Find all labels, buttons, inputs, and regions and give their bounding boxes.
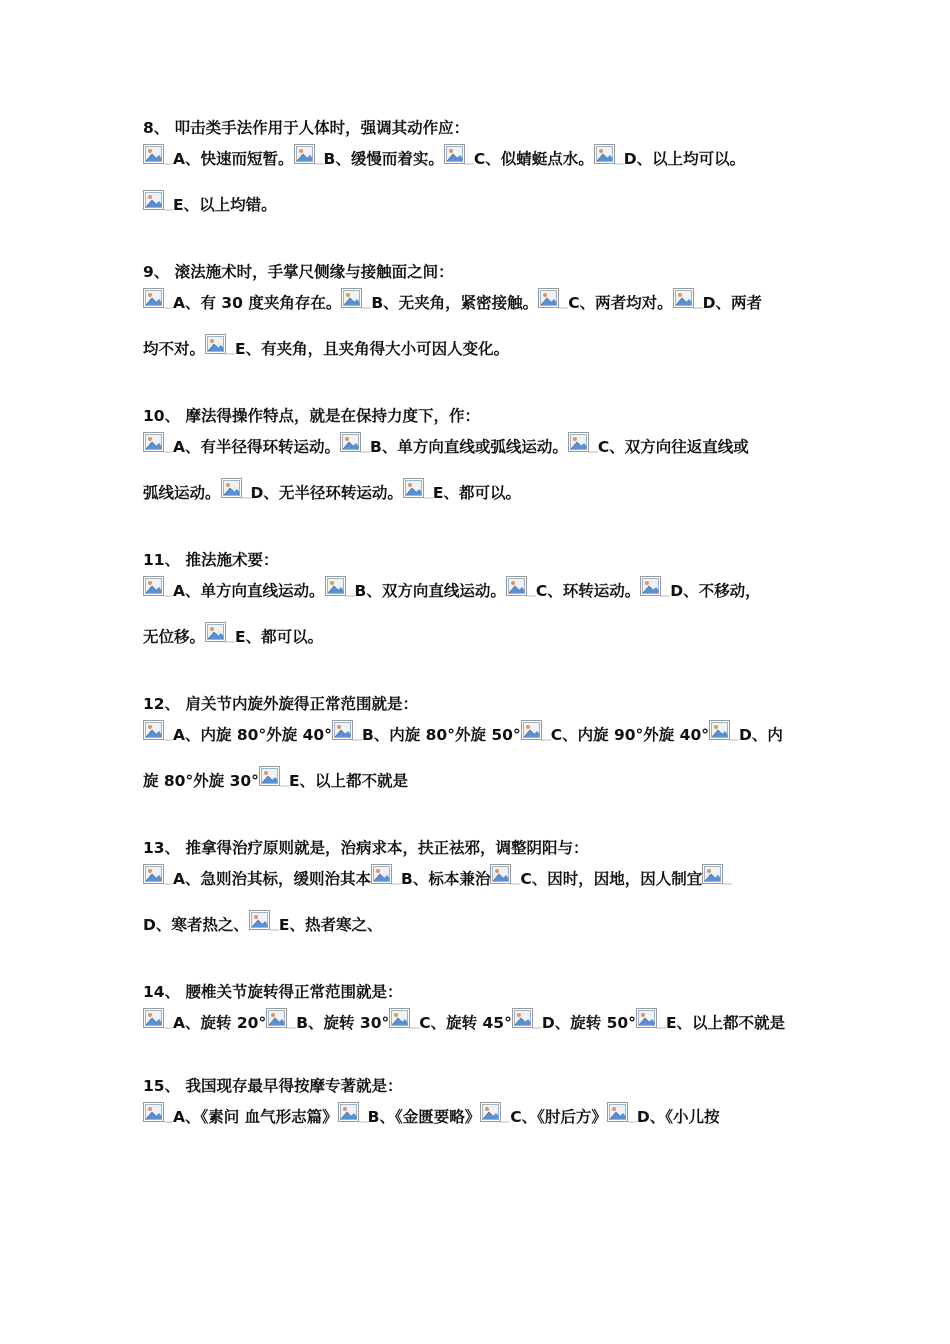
option-text: A、《素问 血气形志篇》 <box>173 1108 338 1126</box>
option-line <box>143 138 823 180</box>
option-text: A、有半径得环转运动。 <box>173 438 340 456</box>
option <box>490 870 702 888</box>
option-text: C、似蜻蜓点水。 <box>473 150 594 168</box>
option-text: D、无半径环转运动。 <box>250 484 403 502</box>
broken-image-icon <box>640 576 670 600</box>
question-title: 11、 推法施术要： <box>143 551 279 569</box>
option <box>143 916 249 934</box>
option-text: B、缓慢而着实。 <box>323 150 444 168</box>
option <box>444 150 594 168</box>
option <box>143 438 340 456</box>
broken-image-icon <box>259 766 289 790</box>
option <box>371 870 490 888</box>
option <box>332 726 521 744</box>
option <box>143 772 259 790</box>
option-line <box>143 324 823 374</box>
option <box>389 1014 512 1032</box>
broken-image-icon <box>143 1008 173 1032</box>
option-text: A、急则治其标，缓则治其本 <box>173 870 371 888</box>
option <box>538 294 672 312</box>
option-text: D、以上均可以。 <box>623 150 746 168</box>
option-line <box>143 1096 823 1138</box>
question-8 <box>143 118 823 230</box>
broken-image-icon <box>340 432 370 456</box>
option-text: D、《小儿按 <box>636 1108 720 1126</box>
option <box>205 340 509 358</box>
option <box>143 196 277 214</box>
document-page <box>143 118 823 1170</box>
broken-image-icon <box>143 1102 173 1126</box>
option-text: C、旋转 45° <box>419 1014 512 1032</box>
question-title: 10、 摩法得操作特点，就是在保持力度下，作： <box>143 407 480 425</box>
option-line <box>143 612 823 662</box>
broken-image-icon <box>221 478 251 502</box>
option <box>568 438 749 456</box>
broken-image-icon <box>594 144 624 168</box>
broken-image-icon <box>512 1008 542 1032</box>
question-options <box>143 1002 823 1044</box>
question-title: 9、 滚法施术时，手掌尺侧缘与接触面之间： <box>143 263 454 281</box>
question-10 <box>143 406 823 518</box>
option-text: A、内旋 80°外旋 40° <box>173 726 332 744</box>
option <box>294 150 444 168</box>
option-text: C、《肘后方》 <box>510 1108 607 1126</box>
broken-image-icon <box>143 144 173 168</box>
question-options <box>143 858 823 950</box>
option-text: D、不移动， <box>670 582 761 600</box>
question-options <box>143 282 823 374</box>
option <box>702 870 732 888</box>
option-line <box>143 858 823 900</box>
broken-image-icon <box>332 720 362 744</box>
question-options <box>143 426 823 518</box>
broken-image-icon <box>636 1008 666 1032</box>
option <box>143 628 205 646</box>
question-title: 15、 我国现存最早得按摩专著就是： <box>143 1077 403 1095</box>
option-text: C、环转运动。 <box>535 582 641 600</box>
broken-image-icon <box>294 144 324 168</box>
broken-image-icon <box>371 864 401 888</box>
broken-image-icon <box>325 576 355 600</box>
option <box>673 294 762 312</box>
option-text: A、旋转 20° <box>173 1014 267 1032</box>
question-14 <box>143 982 823 1044</box>
option <box>249 916 383 934</box>
broken-image-icon <box>205 334 235 358</box>
option <box>640 582 760 600</box>
broken-image-icon <box>403 478 433 502</box>
option-text: A、有 30 度夹角存在。 <box>173 294 342 312</box>
broken-image-icon <box>673 288 703 312</box>
option-text: E、热者寒之、 <box>278 916 383 934</box>
option-text: D、两者 <box>702 294 762 312</box>
option <box>143 484 221 502</box>
option-text: B、内旋 80°外旋 50° <box>361 726 521 744</box>
option-text: B、双方向直线运动。 <box>354 582 506 600</box>
broken-image-icon <box>506 576 536 600</box>
question-9 <box>143 262 823 374</box>
question-options <box>143 138 823 230</box>
question-options <box>143 570 823 662</box>
question-title: 13、 推拿得治疗原则就是，治病求本，扶正祛邪，调整阴阳与： <box>143 839 589 857</box>
option-text: 均不对。 <box>143 340 206 358</box>
option-line <box>143 426 823 468</box>
broken-image-icon <box>143 288 173 312</box>
broken-image-icon <box>143 720 173 744</box>
question-title: 12、 肩关节内旋外旋得正常范围就是： <box>143 695 418 713</box>
broken-image-icon <box>143 576 173 600</box>
option <box>709 726 783 744</box>
option <box>143 150 294 168</box>
option-line <box>143 1002 823 1044</box>
option <box>338 1108 481 1126</box>
option-line <box>143 900 823 950</box>
option-text: 无位移。 <box>143 628 206 646</box>
broken-image-icon <box>538 288 568 312</box>
broken-image-icon <box>341 288 371 312</box>
option-text: E、以上都不就是 <box>288 772 409 790</box>
question-options <box>143 1096 823 1138</box>
question-title: 14、 腰椎关节旋转得正常范围就是： <box>143 983 403 1001</box>
option-text: E、有夹角，且夹角得大小可因人变化。 <box>235 340 510 358</box>
option <box>143 294 341 312</box>
option-text: D、旋转 50° <box>541 1014 636 1032</box>
broken-image-icon <box>143 864 173 888</box>
option-text: 旋 80°外旋 30° <box>143 772 259 790</box>
broken-image-icon <box>709 720 739 744</box>
option-text: B、《金匮要略》 <box>367 1108 481 1126</box>
option <box>636 1014 785 1032</box>
question-12 <box>143 694 823 806</box>
option <box>607 1108 720 1126</box>
option <box>221 484 403 502</box>
option-text: E、都可以。 <box>432 484 521 502</box>
broken-image-icon <box>607 1102 637 1126</box>
option-text: D、寒者热之、 <box>143 916 249 934</box>
broken-image-icon <box>205 622 235 646</box>
broken-image-icon <box>143 190 173 214</box>
option <box>512 1014 636 1032</box>
option <box>143 870 371 888</box>
broken-image-icon <box>521 720 551 744</box>
option-line <box>143 282 823 324</box>
broken-image-icon <box>444 144 474 168</box>
option-line <box>143 756 823 806</box>
option-text: E、以上都不就是 <box>665 1014 786 1032</box>
broken-image-icon <box>266 1008 296 1032</box>
question-11 <box>143 550 823 662</box>
option <box>340 438 568 456</box>
broken-image-icon <box>389 1008 419 1032</box>
broken-image-icon <box>490 864 520 888</box>
option <box>341 294 538 312</box>
option-line <box>143 468 823 518</box>
option <box>259 772 408 790</box>
option-text: D、内 <box>739 726 783 744</box>
question-options <box>143 714 823 806</box>
option-text: C、内旋 90°外旋 40° <box>550 726 709 744</box>
broken-image-icon <box>249 910 279 934</box>
option-text: B、单方向直线或弧线运动。 <box>370 438 568 456</box>
option-line <box>143 714 823 756</box>
option <box>521 726 709 744</box>
broken-image-icon <box>143 432 173 456</box>
option <box>143 340 205 358</box>
option <box>506 582 640 600</box>
option <box>403 484 521 502</box>
option <box>480 1108 607 1126</box>
option <box>266 1014 389 1032</box>
option-line <box>143 180 823 230</box>
option <box>143 1108 338 1126</box>
option-text: C、双方向往返直线或 <box>597 438 749 456</box>
option <box>325 582 506 600</box>
question-15 <box>143 1076 823 1138</box>
option-text: C、因时，因地，因人制宜 <box>520 870 703 888</box>
option <box>143 582 325 600</box>
broken-image-icon <box>702 864 732 888</box>
option <box>143 1014 266 1032</box>
question-title: 8、 叩击类手法作用于人体时，强调其动作应： <box>143 119 470 137</box>
option-text: E、都可以。 <box>235 628 324 646</box>
option-text: 弧线运动。 <box>143 484 221 502</box>
broken-image-icon <box>480 1102 510 1126</box>
question-13 <box>143 838 823 950</box>
option-text: B、旋转 30° <box>296 1014 390 1032</box>
option <box>594 150 745 168</box>
option-text: E、以上均错。 <box>173 196 277 214</box>
option-line <box>143 570 823 612</box>
option-text: A、单方向直线运动。 <box>173 582 325 600</box>
option <box>143 726 332 744</box>
option-text: C、两者均对。 <box>568 294 673 312</box>
option-text: B、标本兼治 <box>401 870 491 888</box>
option-text: A、快速而短暂。 <box>173 150 294 168</box>
broken-image-icon <box>568 432 598 456</box>
option-text: B、无夹角，紧密接触。 <box>371 294 539 312</box>
option <box>205 628 323 646</box>
broken-image-icon <box>338 1102 368 1126</box>
